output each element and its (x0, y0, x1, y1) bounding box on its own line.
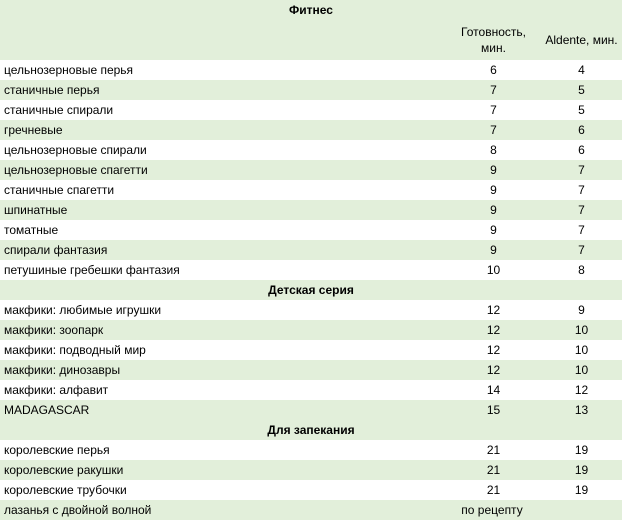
ready-minutes: 12 (486, 303, 501, 317)
kids-rows (0, 300, 622, 420)
product-name: цельнозерновые перья (4, 63, 134, 77)
ready-minutes: 14 (486, 383, 501, 397)
table-row (0, 320, 622, 340)
table-row (0, 400, 622, 420)
ready-minutes: 7 (490, 103, 497, 117)
ready-minutes: 12 (446, 360, 541, 380)
ready-minutes: 7 (446, 120, 541, 140)
table-row (0, 300, 622, 320)
table-row (0, 360, 622, 380)
column-header-ready: Готовность, мин. (446, 20, 541, 60)
table-row (0, 80, 622, 100)
product-name: королевские перья (4, 443, 110, 457)
aldente-minutes: 7 (578, 223, 585, 237)
product-name: петушиные гребешки фантазия (4, 263, 180, 277)
product-name: томатные (4, 223, 59, 237)
product-name: спирали фантазия (0, 240, 446, 260)
section-title-fitness: Фитнес (0, 0, 622, 20)
ready-minutes: 7 (446, 80, 541, 100)
table-row (0, 160, 622, 180)
aldente-minutes: 19 (574, 443, 589, 457)
table-row (0, 120, 622, 140)
aldente-minutes: 5 (578, 103, 585, 117)
table-row (0, 480, 622, 500)
ready-minutes: 9 (446, 240, 541, 260)
table-row (0, 500, 622, 520)
ready-minutes: 12 (486, 343, 501, 357)
aldente-minutes: 7 (541, 160, 622, 180)
product-name: макфики: зоопарк (0, 320, 446, 340)
ready-minutes: 21 (446, 460, 541, 480)
product-name: гречневые (0, 120, 446, 140)
table-row (0, 220, 622, 240)
table-row (0, 240, 622, 260)
table-row (0, 340, 622, 360)
ready-minutes: 10 (486, 263, 501, 277)
aldente-minutes: 10 (541, 320, 622, 340)
recipe-note-cell (446, 500, 622, 520)
product-name: макфики: динозавры (0, 360, 446, 380)
ready-minutes: 9 (446, 160, 541, 180)
ready-minutes: 8 (490, 143, 497, 157)
product-name: макфики: любимые игрушки (4, 303, 162, 317)
aldente-minutes: 10 (574, 343, 589, 357)
ready-minutes: 9 (490, 223, 497, 237)
table-row (0, 440, 622, 460)
aldente-minutes: 12 (574, 383, 589, 397)
section-title-baking: Для запекания (0, 420, 622, 440)
product-name: цельнозерновые спагетти (0, 160, 446, 180)
aldente-minutes: 19 (574, 483, 589, 497)
ready-minutes: 21 (486, 443, 501, 457)
table-row (0, 380, 622, 400)
table-row (0, 60, 622, 80)
section-header-row (0, 280, 622, 300)
aldente-minutes: 19 (541, 460, 622, 480)
product-name: станичные перья (0, 80, 446, 100)
product-name: MADAGASCAR (0, 400, 446, 420)
ready-minutes: 6 (490, 63, 497, 77)
product-name: королевские ракушки (0, 460, 446, 480)
product-name: станичные спирали (4, 103, 114, 117)
column-header-row (0, 20, 622, 60)
product-name: шпинатные (0, 200, 446, 220)
fitness-rows (0, 60, 622, 280)
ready-minutes: 9 (446, 200, 541, 220)
table-row (0, 460, 622, 480)
aldente-minutes: 6 (578, 143, 585, 157)
aldente-minutes: 13 (541, 400, 622, 420)
aldente-minutes: 10 (541, 360, 622, 380)
empty-header-cell (0, 20, 446, 60)
product-name: цельнозерновые спирали (4, 143, 147, 157)
product-name: макфики: подводный мир (4, 343, 146, 357)
table-row (0, 140, 622, 160)
table-row (0, 180, 622, 200)
product-name: макфики: алфавит (4, 383, 109, 397)
aldente-minutes: 7 (541, 200, 622, 220)
aldente-minutes: 4 (578, 63, 585, 77)
ready-minutes: 21 (486, 483, 501, 497)
table-row (0, 260, 622, 280)
section-title-kids: Детская серия (0, 280, 622, 300)
section-header-row (0, 420, 622, 440)
baking-rows (0, 440, 622, 500)
aldente-minutes: 6 (541, 120, 622, 140)
table-row (0, 200, 622, 220)
ready-minutes: 15 (446, 400, 541, 420)
product-name: станичные спагетти (4, 183, 115, 197)
ready-minutes: 12 (446, 320, 541, 340)
product-name: лазанья с двойной волной (0, 500, 446, 520)
product-name: королевские трубочки (4, 483, 127, 497)
aldente-minutes: 7 (578, 183, 585, 197)
ready-minutes: 9 (490, 183, 497, 197)
column-header-aldente: Aldente, мин. (541, 20, 622, 60)
table-row (0, 100, 622, 120)
aldente-minutes: 8 (578, 263, 585, 277)
section-header-row (0, 0, 622, 20)
recipe-note: по рецепту (461, 503, 523, 517)
aldente-minutes: 5 (541, 80, 622, 100)
aldente-minutes: 9 (578, 303, 585, 317)
aldente-minutes: 7 (541, 240, 622, 260)
